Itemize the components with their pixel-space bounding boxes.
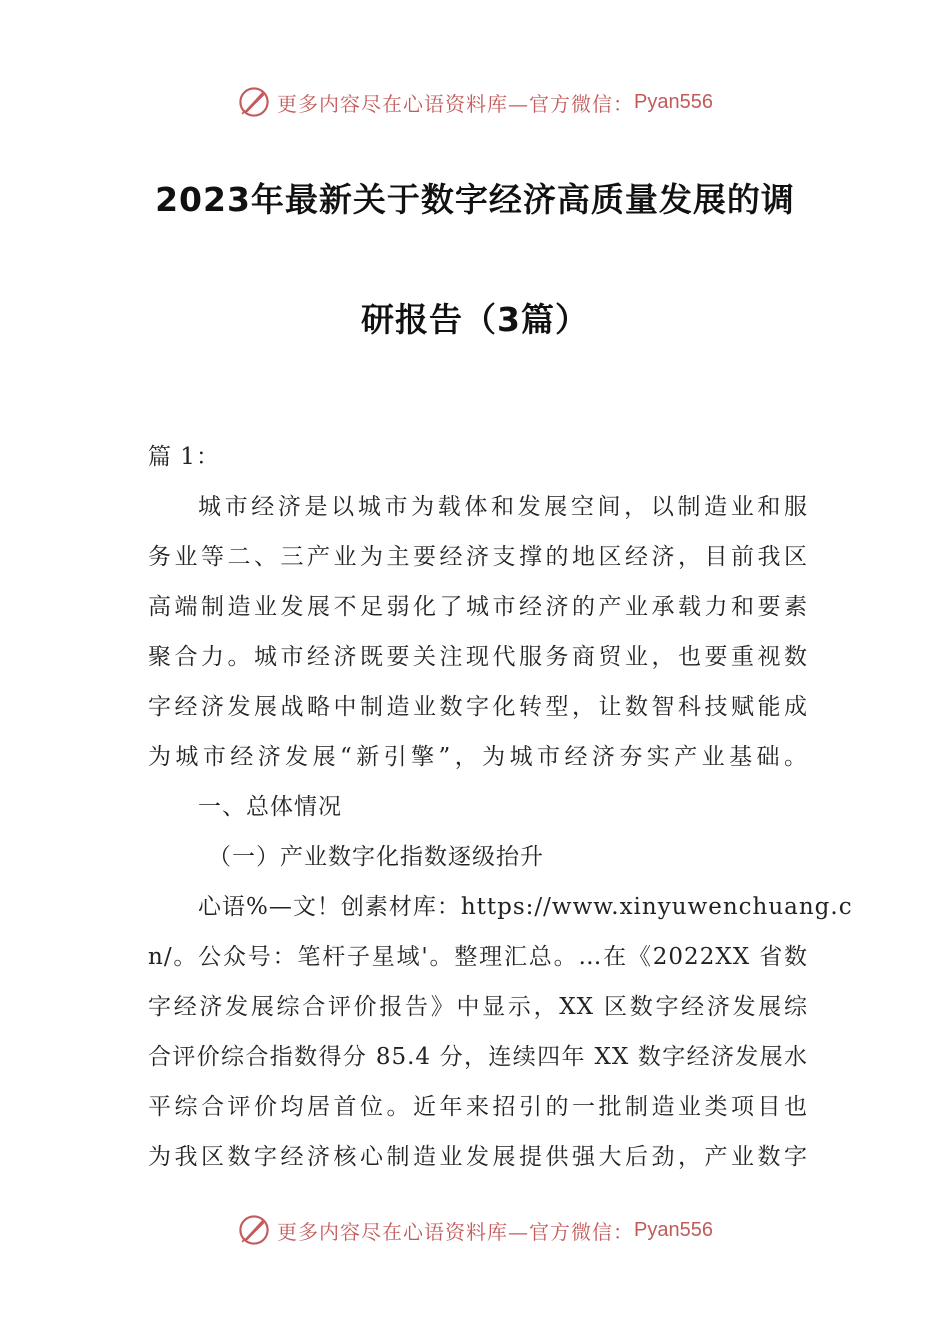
- banner-wechat-id: Pyan556: [634, 1218, 713, 1241]
- body-line: 平综合评价均居首位。近年来招引的一批制造业类项目也: [148, 1094, 808, 1120]
- document-title-line-1: 2023年最新关于数字经济高质量发展的调: [155, 180, 795, 219]
- body-line: 字经济发展综合评价报告》中显示，XX 区数字经济发展综: [148, 994, 808, 1020]
- section-label: 篇 1：: [148, 444, 220, 470]
- body-line: 务业等二、三产业为主要经济支撑的地区经济，目前我区: [148, 544, 808, 570]
- body-line: 高端制造业发展不足弱化了城市经济的产业承载力和要素: [148, 594, 808, 620]
- body-line: 为我区数字经济核心制造业发展提供强大后劲，产业数字: [148, 1144, 808, 1170]
- body-line: 字经济发展战略中制造业数字化转型，让数智科技赋能成: [148, 694, 808, 720]
- body-line: 心语%—文！创素材库：https://www.xinyuwenchuang.c: [198, 894, 853, 920]
- banner-text: 更多内容尽在心语资料库—官方微信：: [277, 91, 635, 116]
- section-heading: 一、总体情况: [198, 794, 342, 820]
- header-banner: [0, 82, 950, 122]
- banner-text: 更多内容尽在心语资料库—官方微信：: [277, 1219, 635, 1244]
- body-line: 为城市经济发展“新引擎”，为城市经济夯实产业基础。: [148, 744, 808, 770]
- document-title-line-2: 研报告（3篇）: [361, 300, 589, 339]
- body-line: 聚合力。城市经济既要关注现代服务商贸业，也要重视数: [148, 644, 808, 670]
- document-body: [148, 432, 853, 1182]
- body-line: n/。公众号：笔杆子星域'。整理汇总。…在《2022XX 省数: [148, 944, 808, 970]
- body-line: 城市经济是以城市为载体和发展空间，以制造业和服: [198, 494, 808, 520]
- feather-pen-circle-icon: [237, 85, 271, 119]
- banner-wechat-id: Pyan556: [634, 90, 713, 113]
- feather-pen-circle-icon: [237, 1213, 271, 1247]
- footer-banner: [0, 1210, 950, 1250]
- body-line: 合评价综合指数得分 85.4 分，连续四年 XX 数字经济发展水: [148, 1044, 808, 1070]
- subsection-heading: （一）产业数字化指数逐级抬升: [208, 844, 544, 870]
